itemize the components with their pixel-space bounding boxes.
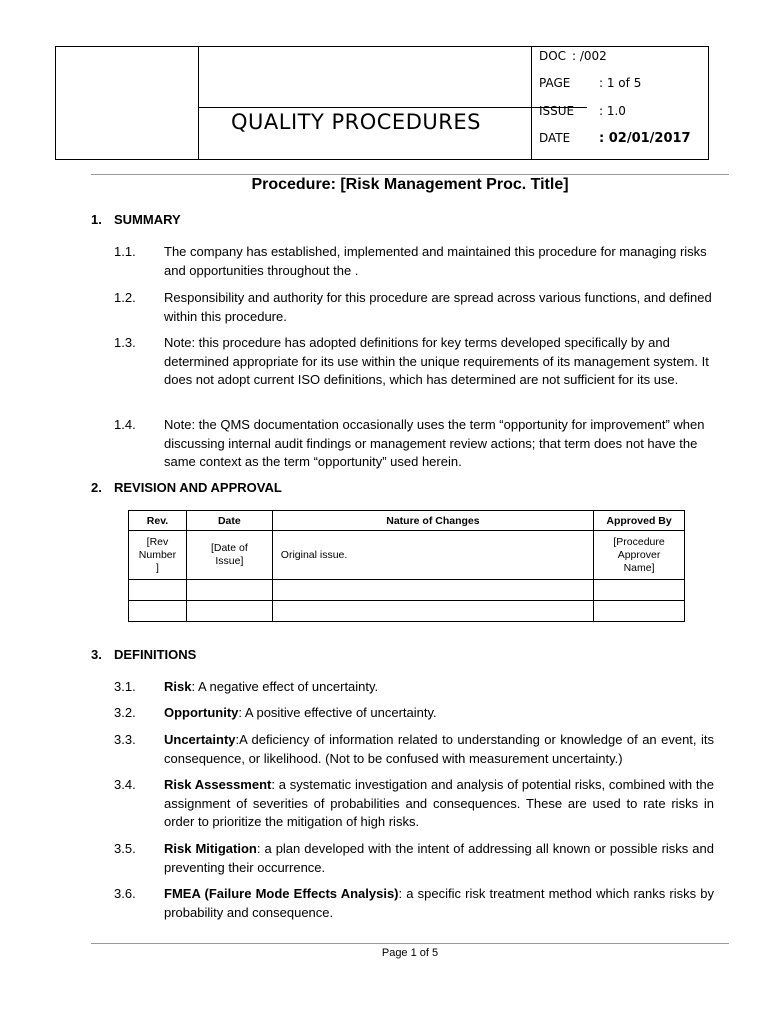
definition-term: Risk bbox=[164, 679, 192, 694]
empty-cell bbox=[186, 601, 272, 622]
empty-cell bbox=[272, 580, 593, 601]
col-approved-by: Approved By bbox=[594, 511, 685, 531]
cell-line: Approver bbox=[617, 548, 661, 561]
header-meta bbox=[531, 47, 708, 159]
section-title: DEFINITIONS bbox=[114, 647, 197, 662]
header-title: QUALITY PROCEDURES bbox=[231, 110, 481, 134]
item-number: 3.4. bbox=[114, 777, 136, 792]
definition-body: : A negative effect of uncertainty. bbox=[191, 679, 379, 694]
item-number: 3.6. bbox=[114, 886, 136, 901]
meta-date-value: : 02/01/2017 bbox=[599, 131, 691, 146]
table-row bbox=[129, 601, 685, 622]
cell-changes: Original issue. bbox=[272, 531, 593, 580]
definition-term: Risk Mitigation bbox=[164, 841, 257, 856]
cell-line: [Rev bbox=[146, 535, 169, 548]
revision-table bbox=[128, 510, 685, 622]
section-definitions-heading bbox=[91, 647, 196, 662]
meta-doc-value: : /002 bbox=[572, 49, 607, 63]
meta-issue-value: : 1.0 bbox=[599, 104, 626, 118]
page-footer: Page 1 of 5 bbox=[381, 947, 439, 959]
section-number: 1. bbox=[91, 212, 102, 227]
section-title: REVISION AND APPROVAL bbox=[114, 480, 282, 495]
item-text: Responsibility and authority for this procedure are spread across various functions, and defined within this procedure. bbox=[164, 290, 712, 324]
table-row bbox=[129, 580, 685, 601]
item-text bbox=[164, 885, 714, 922]
cell-approver bbox=[594, 531, 685, 580]
section-title: SUMMARY bbox=[114, 212, 181, 227]
definition-body: :A deficiency of information related to understanding or knowledge of an event, its consequence, or likelihood. (Not to be confused with measurement uncertainty.) bbox=[164, 732, 714, 766]
section-revision-heading bbox=[91, 480, 282, 495]
cell-date bbox=[186, 531, 272, 580]
logo-cell bbox=[56, 47, 199, 159]
definition-body: : a plan developed with the intent of addressing all known or possible risks and preventing their occurrence. bbox=[164, 841, 714, 875]
empty-cell bbox=[594, 580, 685, 601]
empty-cell bbox=[594, 601, 685, 622]
item-number: 1.3. bbox=[114, 335, 136, 350]
cell-line: Number bbox=[138, 548, 177, 561]
cell-line: Issue] bbox=[215, 555, 244, 567]
section-number: 3. bbox=[91, 647, 102, 662]
item-text bbox=[164, 776, 714, 832]
empty-cell bbox=[186, 580, 272, 601]
item-number: 3.2. bbox=[114, 705, 136, 720]
item-number: 1.4. bbox=[114, 417, 136, 432]
col-rev: Rev. bbox=[129, 511, 187, 531]
empty-cell bbox=[272, 601, 593, 622]
meta-date-label: DATE bbox=[539, 131, 571, 145]
col-changes: Nature of Changes bbox=[272, 511, 593, 531]
top-divider bbox=[91, 174, 729, 175]
item-text bbox=[164, 704, 714, 723]
document-header bbox=[55, 46, 709, 160]
cell-rev bbox=[129, 531, 187, 580]
table-header-row bbox=[129, 511, 685, 531]
item-number: 1.2. bbox=[114, 290, 136, 305]
definition-body: : A positive effective of uncertainty. bbox=[238, 705, 437, 720]
item-number: 3.5. bbox=[114, 841, 136, 856]
section-number: 2. bbox=[91, 480, 102, 495]
empty-cell bbox=[129, 580, 187, 601]
cell-line: [Date of bbox=[210, 542, 248, 554]
section-summary-heading bbox=[91, 212, 181, 227]
header-blank-cell bbox=[199, 47, 587, 108]
item-number: 3.1. bbox=[114, 679, 136, 694]
item-text bbox=[164, 678, 714, 697]
definition-term: Risk Assessment bbox=[164, 777, 272, 792]
empty-cell bbox=[129, 601, 187, 622]
footer-divider bbox=[91, 943, 729, 944]
table-row bbox=[129, 531, 685, 580]
cell-line: Name] bbox=[623, 561, 655, 574]
meta-page-value: : 1 of 5 bbox=[599, 76, 642, 90]
meta-doc-label: DOC bbox=[539, 49, 567, 63]
meta-issue-label: ISSUE bbox=[539, 104, 575, 118]
cell-line: ] bbox=[156, 561, 159, 574]
definition-term: Opportunity bbox=[164, 705, 239, 720]
definition-body: : a specific risk treatment method which ranks risks by probability and consequence. bbox=[164, 886, 715, 920]
item-text bbox=[164, 731, 714, 768]
item-text bbox=[164, 840, 714, 877]
item-text: The company has established, implemented and maintained this procedure for managing risks and opportunities throughout the . bbox=[164, 244, 707, 278]
item-number: 1.1. bbox=[114, 244, 136, 259]
definition-body: : a systematic investigation and analysis of potential risks, combined with the assignment of severities of probabilities and consequences. These are used to rate risks in order to prioritize the mitigation of high risks. bbox=[164, 777, 714, 829]
cell-line: [Procedure bbox=[613, 535, 665, 548]
meta-page-label: PAGE bbox=[539, 76, 571, 90]
item-text: Note: the QMS documentation occasionally uses the term “opportunity for improvement” when discussing internal audit findings or management review actions; that term does not have the same context as the term “opportunity” used herein. bbox=[164, 417, 705, 469]
definition-term: Uncertainty bbox=[164, 732, 236, 747]
item-text: Note: this procedure has adopted definitions for key terms developed specifically by and determined appropriate for its use within the unique requirements of its management system. It does not adopt current ISO definitions, which has determined are not sufficient for its use. bbox=[164, 335, 709, 387]
procedure-title: Procedure: [Risk Management Proc. Title] bbox=[251, 176, 569, 193]
col-date: Date bbox=[186, 511, 272, 531]
definition-term: FMEA (Failure Mode Effects Analysis) bbox=[164, 886, 399, 901]
item-number: 3.3. bbox=[114, 732, 136, 747]
